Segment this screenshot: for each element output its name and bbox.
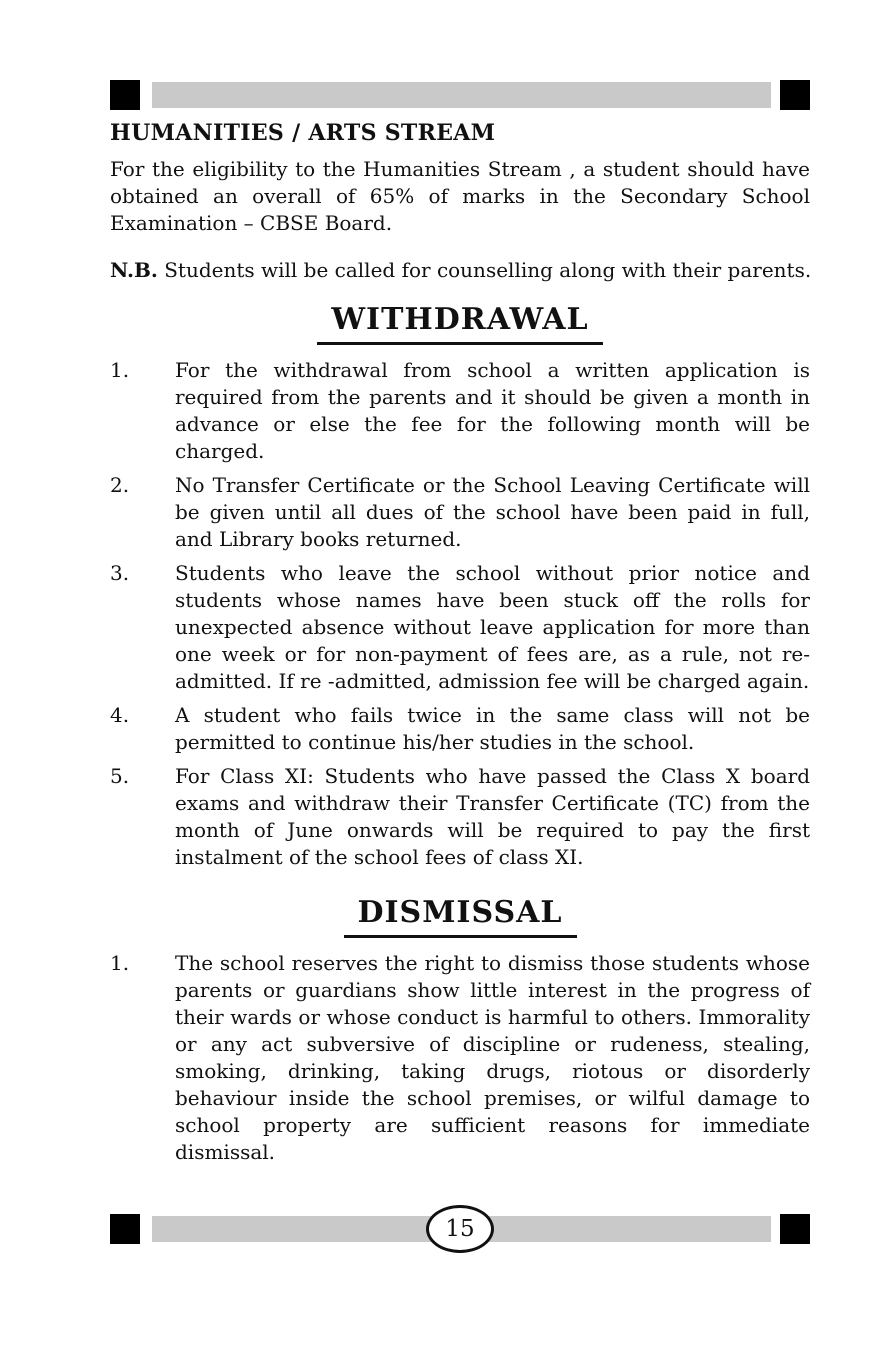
- withdrawal-list: [110, 357, 810, 871]
- footer-left-square: [110, 1214, 140, 1244]
- page-content: [110, 120, 810, 1173]
- header-right-square: [780, 80, 810, 110]
- item-number: 1.: [110, 951, 130, 975]
- item-text: No Transfer Certificate or the School Leaving Certificate will be given until all dues of the school have been paid in full, and Library books returned.: [175, 473, 810, 551]
- list-item: [110, 472, 810, 553]
- header-left-square: [110, 80, 140, 110]
- list-item: [110, 357, 810, 465]
- page-number: 15: [445, 1216, 475, 1242]
- humanities-paragraph: For the eligibility to the Humanities Stream , a student should have obtained an overall of 65% of marks in the Secondary School Examination – CBSE Board.: [110, 157, 810, 235]
- page-number-badge: [426, 1205, 494, 1253]
- humanities-section-heading: HUMANITIES / ARTS STREAM: [110, 120, 496, 146]
- list-item: [110, 950, 810, 1166]
- list-item: [110, 763, 810, 871]
- withdrawal-title: [110, 302, 810, 345]
- nb-label: N.B.: [110, 258, 158, 282]
- item-text: For the withdrawal from school a written application is required from the parents and it should be given a month in advance or else the fee for the following month will be charged.: [175, 358, 810, 463]
- item-number: 1.: [110, 358, 130, 382]
- list-item: [110, 560, 810, 695]
- item-text: For Class XI: Students who have passed the Class X board exams and withdraw their Transfer Certificate (TC) from the month of June onwards will be required to pay the first instalment of the school fees of class XI.: [175, 764, 810, 869]
- item-number: 3.: [110, 561, 130, 585]
- dismissal-list: [110, 950, 810, 1166]
- dismissal-section: [110, 895, 810, 1166]
- item-text: A student who fails twice in the same class will not be permitted to continue his/her studies in the school.: [175, 703, 810, 754]
- item-number: 5.: [110, 764, 130, 788]
- withdrawal-title-text: WITHDRAWAL: [317, 302, 602, 345]
- item-text: The school reserves the right to dismiss those students whose parents or guardians show little interest in the progress of their wards or whose conduct is harmful to others. Immorality or any act subversive of discipline or rudeness, stealing, smoking, drinking, taking drugs, riotous or disorderly behaviour inside the school premises, or wilful damage to school property are sufficient reasons for immediate dismissal.: [175, 951, 810, 1164]
- dismissal-title: [110, 895, 810, 938]
- item-text: Students who leave the school without prior notice and students whose names have been stuck off the rolls for unexpected absence without leave application for more than one week or for non-payment of fees are, as a rule, not re-admitted. If re -admitted, admission fee will be charged again.: [175, 561, 810, 693]
- footer-decor-bar: [110, 1214, 810, 1244]
- item-number: 2.: [110, 473, 130, 497]
- footer-right-square: [780, 1214, 810, 1244]
- dismissal-title-text: DISMISSAL: [344, 895, 577, 938]
- nb-note: [110, 257, 810, 284]
- header-decor-bar: [110, 80, 810, 110]
- item-number: 4.: [110, 703, 130, 727]
- list-item: [110, 702, 810, 756]
- nb-text: Students will be called for counselling along with their parents.: [164, 258, 812, 282]
- header-gray-strip: [152, 82, 771, 108]
